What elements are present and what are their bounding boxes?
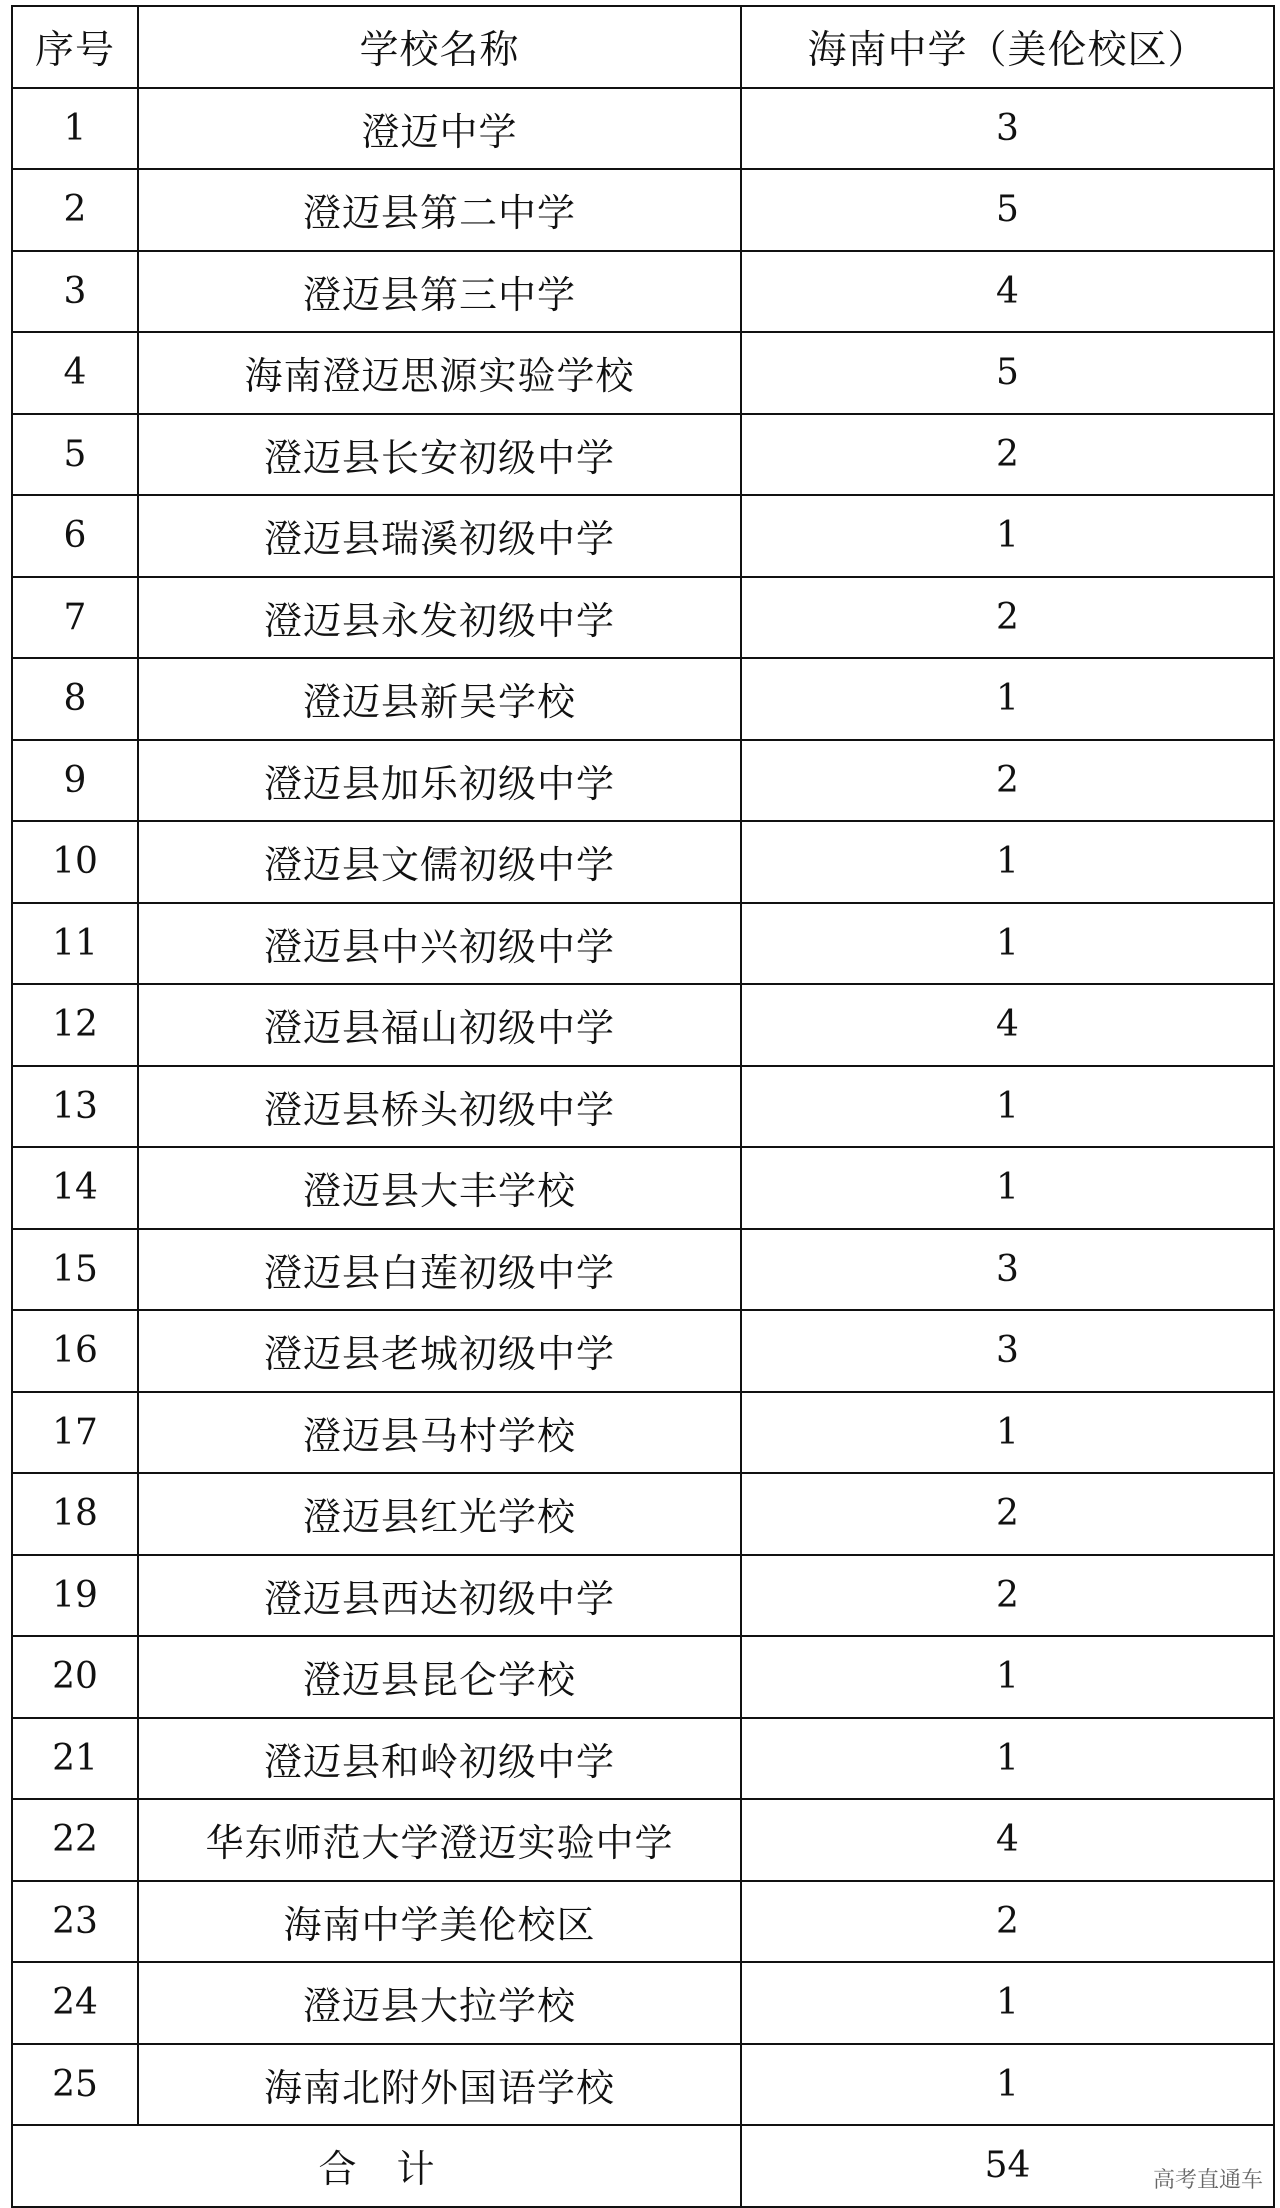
table-row [12, 577, 1274, 659]
table-row [12, 414, 1274, 496]
row-index: 23 [12, 1881, 138, 1963]
row-school-name: 海南北附外国语学校 [138, 2044, 741, 2126]
table-row [12, 1636, 1274, 1718]
row-school-name: 澄迈县和岭初级中学 [138, 1718, 741, 1800]
row-quota: 1 [741, 1147, 1274, 1229]
row-index: 16 [12, 1310, 138, 1392]
row-index: 21 [12, 1718, 138, 1800]
row-index: 22 [12, 1799, 138, 1881]
row-school-name: 澄迈县红光学校 [138, 1473, 741, 1555]
row-quota: 1 [741, 903, 1274, 985]
row-quota: 1 [741, 2044, 1274, 2126]
table-row [12, 984, 1274, 1066]
row-school-name: 澄迈县第三中学 [138, 251, 741, 333]
row-school-name: 澄迈县福山初级中学 [138, 984, 741, 1066]
table-row [12, 88, 1274, 170]
row-school-name: 澄迈县西达初级中学 [138, 1555, 741, 1637]
table-row [12, 2044, 1274, 2126]
table-row [12, 332, 1274, 414]
table-row [12, 1555, 1274, 1637]
table-row [12, 1881, 1274, 1963]
row-index: 12 [12, 984, 138, 1066]
quota-table-container [11, 5, 1273, 2208]
row-index: 19 [12, 1555, 138, 1637]
row-school-name: 澄迈县昆仑学校 [138, 1636, 741, 1718]
row-quota: 1 [741, 658, 1274, 740]
row-quota: 1 [741, 821, 1274, 903]
row-quota: 1 [741, 1718, 1274, 1800]
total-cell [741, 2125, 1274, 2207]
row-index: 10 [12, 821, 138, 903]
row-index: 25 [12, 2044, 138, 2126]
row-index: 3 [12, 251, 138, 333]
row-quota: 2 [741, 1473, 1274, 1555]
row-index: 8 [12, 658, 138, 740]
row-quota: 5 [741, 332, 1274, 414]
table-row [12, 251, 1274, 333]
row-quota: 3 [741, 88, 1274, 170]
total-label: 合计 [12, 2125, 741, 2207]
row-school-name: 澄迈县桥头初级中学 [138, 1066, 741, 1148]
row-school-name: 海南澄迈思源实验学校 [138, 332, 741, 414]
row-quota: 1 [741, 1066, 1274, 1148]
total-value: 54 [984, 2145, 1031, 2187]
table-row [12, 658, 1274, 740]
table-row [12, 1473, 1274, 1555]
row-quota: 3 [741, 1310, 1274, 1392]
row-school-name: 澄迈中学 [138, 88, 741, 170]
row-index: 5 [12, 414, 138, 496]
row-school-name: 澄迈县第二中学 [138, 169, 741, 251]
table-row [12, 1962, 1274, 2044]
table-row [12, 169, 1274, 251]
row-index: 2 [12, 169, 138, 251]
row-school-name: 澄迈县老城初级中学 [138, 1310, 741, 1392]
row-quota: 1 [741, 1392, 1274, 1474]
table-row [12, 1147, 1274, 1229]
table-body [12, 88, 1274, 2126]
row-index: 11 [12, 903, 138, 985]
row-school-name: 澄迈县中兴初级中学 [138, 903, 741, 985]
table-row [12, 1392, 1274, 1474]
row-quota: 4 [741, 984, 1274, 1066]
row-quota: 2 [741, 1881, 1274, 1963]
table-row [12, 1310, 1274, 1392]
row-school-name: 澄迈县加乐初级中学 [138, 740, 741, 822]
row-index: 4 [12, 332, 138, 414]
row-quota: 1 [741, 495, 1274, 577]
header-index: 序号 [12, 6, 138, 88]
quota-table [11, 5, 1275, 2208]
header-school-name: 学校名称 [138, 6, 741, 88]
row-school-name: 澄迈县大拉学校 [138, 1962, 741, 2044]
table-row [12, 903, 1274, 985]
row-index: 6 [12, 495, 138, 577]
row-index: 14 [12, 1147, 138, 1229]
row-quota: 2 [741, 1555, 1274, 1637]
row-quota: 4 [741, 251, 1274, 333]
row-index: 13 [12, 1066, 138, 1148]
row-index: 20 [12, 1636, 138, 1718]
row-quota: 1 [741, 1636, 1274, 1718]
row-school-name: 澄迈县马村学校 [138, 1392, 741, 1474]
total-row [12, 2125, 1274, 2207]
row-quota: 1 [741, 1962, 1274, 2044]
row-quota: 5 [741, 169, 1274, 251]
row-school-name: 澄迈县大丰学校 [138, 1147, 741, 1229]
watermark: 高考直通车 [1152, 2167, 1263, 2193]
row-school-name: 澄迈县新吴学校 [138, 658, 741, 740]
header-quota: 海南中学（美伦校区） [741, 6, 1274, 88]
table-row [12, 740, 1274, 822]
row-index: 17 [12, 1392, 138, 1474]
row-quota: 2 [741, 577, 1274, 659]
row-quota: 4 [741, 1799, 1274, 1881]
row-quota: 3 [741, 1229, 1274, 1311]
row-school-name: 澄迈县长安初级中学 [138, 414, 741, 496]
row-school-name: 海南中学美伦校区 [138, 1881, 741, 1963]
table-row [12, 495, 1274, 577]
row-school-name: 澄迈县白莲初级中学 [138, 1229, 741, 1311]
row-school-name: 华东师范大学澄迈实验中学 [138, 1799, 741, 1881]
table-row [12, 1718, 1274, 1800]
table-row [12, 821, 1274, 903]
row-index: 15 [12, 1229, 138, 1311]
row-quota: 2 [741, 740, 1274, 822]
row-index: 9 [12, 740, 138, 822]
table-row [12, 1229, 1274, 1311]
row-school-name: 澄迈县永发初级中学 [138, 577, 741, 659]
row-school-name: 澄迈县瑞溪初级中学 [138, 495, 741, 577]
table-row [12, 1066, 1274, 1148]
table-row [12, 1799, 1274, 1881]
row-index: 1 [12, 88, 138, 170]
row-school-name: 澄迈县文儒初级中学 [138, 821, 741, 903]
row-index: 18 [12, 1473, 138, 1555]
row-index: 7 [12, 577, 138, 659]
row-index: 24 [12, 1962, 138, 2044]
row-quota: 2 [741, 414, 1274, 496]
table-header-row [12, 6, 1274, 88]
